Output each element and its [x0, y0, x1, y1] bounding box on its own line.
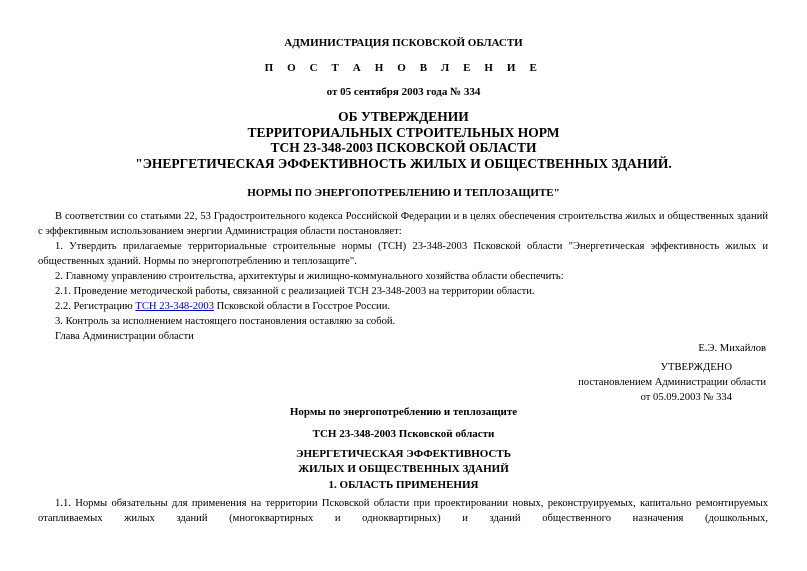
norms-code: ТСН 23-348-2003 Псковской области	[312, 428, 495, 440]
section-1-1-text: 1.1. Нормы обязательны для применения на территории Псковской области при проектировании новых, реконструируемых, капитально ремонтируемых отапливаемых жилых зданий (многоквартирных и одноквартирных) и зданий общественного назначения (дошкольных,	[38, 498, 768, 524]
approved-word: УТВЕРЖДЕНО	[660, 362, 732, 373]
organization-header: АДМИНИСТРАЦИЯ ПСКОВСКОЙ ОБЛАСТИ	[284, 37, 523, 49]
paragraph-2-2-text-end: Псковской области в Госстрое России.	[213, 301, 391, 312]
title-line: ТЕРРИТОРИАЛЬНЫХ СТРОИТЕЛЬНЫХ НОРМ	[247, 124, 560, 140]
title-line: "ЭНЕРГЕТИЧЕСКАЯ ЭФФЕКТИВНОСТЬ ЖИЛЫХ И ОБЩЕСТВЕННЫХ ЗДАНИЙ.	[135, 155, 672, 171]
paragraph-2-2-text: 2.2. Регистрацию	[55, 301, 136, 312]
decree-body	[38, 209, 768, 344]
paragraph-intro: В соответствии со статьями 22, 53 Градостроительного кодекса Российской Федерации и в целях обеспечения строительства жилых и общественных зданий с эффективным использованием энергии Администрация области постановляет:	[38, 211, 768, 237]
document-title	[0, 109, 807, 171]
paragraph-2-2	[38, 299, 768, 314]
norms-name-line: ЭНЕРГЕТИЧЕСКАЯ ЭФФЕКТИВНОСТЬ	[295, 448, 512, 460]
title-line: ТСН 23-348-2003 ПСКОВСКОЙ ОБЛАСТИ	[270, 140, 537, 155]
tsn-link[interactable]: ТСН 23-348-2003	[135, 301, 214, 312]
document-date-number: от 05 сентября 2003 года № 334	[326, 86, 481, 98]
section-body	[38, 496, 768, 526]
paragraph-3: 3. Контроль за исполнением настоящего постановления оставляю за собой.	[55, 316, 396, 327]
norms-title: Нормы по энергопотреблению и теплозащите	[289, 406, 518, 418]
paragraph-2: 2. Главному управлению строительства, архитектуры и жилищно-коммунального хозяйства области обеспечить:	[55, 271, 564, 282]
norms-name	[0, 447, 807, 477]
section-heading: 1. ОБЛАСТЬ ПРИМЕНЕНИЯ	[328, 479, 479, 491]
norms-name-line: ЖИЛЫХ И ОБЩЕСТВЕННЫХ ЗДАНИЙ	[298, 463, 509, 475]
approved-by: постановлением Администрации области	[578, 377, 766, 388]
approved-date: от 05.09.2003 № 334	[640, 392, 732, 403]
approval-block	[500, 360, 766, 405]
signature-name: Е.Э. Михайлов	[698, 343, 766, 354]
title-line: ОБ УТВЕРЖДЕНИИ	[338, 109, 469, 124]
document-type: П О С Т А Н О В Л Е Н И Е	[264, 62, 543, 74]
document-subtitle: НОРМЫ ПО ЭНЕРГОПОТРЕБЛЕНИЮ И ТЕПЛОЗАЩИТЕ"	[247, 187, 560, 199]
paragraph-1: 1. Утвердить прилагаемые территориальные строительные нормы (ТСН) 23-348-2003 Псковской области "Энергетическая эффективность жилых и общественных зданий. Нормы по энергопотреблению и теплозащите".	[38, 241, 768, 267]
signoff-title: Глава Администрации области	[55, 331, 194, 342]
paragraph-2-1: 2.1. Проведение методической работы, связанной с реализацией ТСН 23-348-2003 на территории области.	[55, 286, 535, 297]
